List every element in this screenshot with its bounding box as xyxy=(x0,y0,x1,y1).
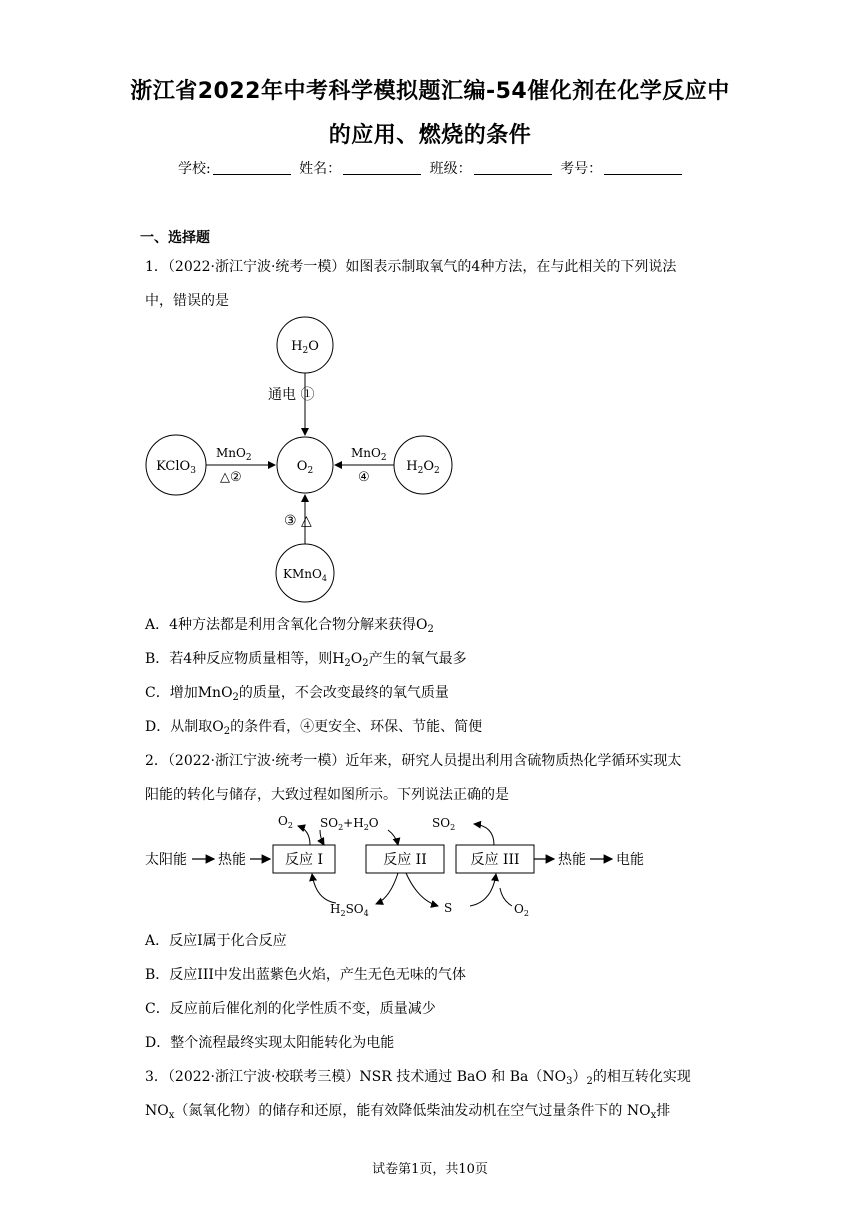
exam-no-label: 考号： xyxy=(560,161,603,177)
student-info-line xyxy=(178,158,686,178)
q2-option-b[interactable]: B．反应III中发出蓝紫色火焰，产生无色无味的气体 xyxy=(145,967,466,983)
q1-option-a[interactable]: A．4种方法都是利用含氧化合物分解来获得$O_2$ xyxy=(145,617,434,635)
label-so2-h2o: $SO_2+H_2O$ xyxy=(320,816,379,832)
class-label: 班级： xyxy=(429,161,472,177)
arrow-s-to-r3 xyxy=(470,874,496,906)
label-s: S xyxy=(444,901,453,915)
node-h2o xyxy=(277,317,333,373)
label-reaction-2: 反应 II xyxy=(383,852,427,868)
page-footer: 试卷第1页，共10页 xyxy=(372,1162,488,1177)
arrow-so2-h2o-to-r1 xyxy=(320,830,324,845)
svg-text:KClO3: KClO$_3$ xyxy=(156,459,196,476)
svg-text:H2O2: $H_2O_2$ xyxy=(406,459,440,476)
arrow-h2so4-to-r1 xyxy=(312,874,336,903)
label-o2-out: $O_2$ xyxy=(278,814,293,830)
school-blank[interactable] xyxy=(213,161,291,175)
label-condition-1: 通电 ① xyxy=(268,387,315,403)
label-h2so4: $H_2SO_4$ xyxy=(330,902,369,918)
exam-no-blank[interactable] xyxy=(604,161,682,175)
name-label: 姓名： xyxy=(299,161,342,177)
arrow-so2-out xyxy=(474,824,494,845)
svg-text:O2: $O_2$ xyxy=(296,459,314,476)
label-mno2-left: MnO$_2$ xyxy=(216,446,252,463)
q1-option-c[interactable]: C．增加MnO$_2$的质量，不会改变最终的氧气质量 xyxy=(145,685,449,703)
label-heat-energy: 热能 xyxy=(218,852,246,868)
school-label: 学校: xyxy=(178,161,211,177)
q2-stem-line1: 2．（2022·浙江宁波·统考一模）近年来，研究人员提出利用含硫物质热化学循环实现太 xyxy=(145,753,682,769)
q1-option-d[interactable]: D．从制取$O_2$的条件看，④更安全、环保、节能、简便 xyxy=(145,719,483,737)
label-heat-energy-2: 热能 xyxy=(558,852,586,868)
arrow-r2-to-s xyxy=(406,873,438,906)
q1-option-b[interactable]: B．若4种反应物质量相等，则$H_2O_2$产生的氧气最多 xyxy=(145,651,467,669)
arrow-o2-out xyxy=(298,826,310,845)
label-o2-in: $O_2$ xyxy=(514,902,529,918)
label-reaction-1: 反应 I xyxy=(285,852,323,868)
page-title-line1: 浙江省2022年中考科学模拟题汇编-54催化剂在化学反应中 xyxy=(130,79,730,104)
q2-option-c[interactable]: C．反应前后催化剂的化学性质不变，质量减少 xyxy=(145,1001,436,1017)
label-mno2-right: MnO$_2$ xyxy=(351,446,387,463)
node-kclo3 xyxy=(146,435,206,495)
q2-option-d[interactable]: D．整个流程最终实现太阳能转化为电能 xyxy=(145,1035,395,1051)
node-h2o2 xyxy=(394,436,452,494)
arrow-to-r2 xyxy=(388,830,398,845)
arrow-o2-to-r3 xyxy=(500,888,512,906)
page-title-line2: 的应用、燃烧的条件 xyxy=(328,123,532,148)
class-blank[interactable] xyxy=(474,161,552,175)
node-kmno4 xyxy=(276,544,334,602)
label-condition-2: △② xyxy=(220,470,242,485)
q1-oxygen-diagram xyxy=(140,315,460,605)
svg-text:H2O: $H_2O$ xyxy=(291,339,319,356)
arrow-r2-to-h2so4 xyxy=(376,873,398,904)
q3-stem-line2: $NO_x$（氮氧化物）的储存和还原，能有效降低柴油发动机在空气过量条件下的 $NO_x$排 xyxy=(145,1103,671,1121)
name-blank[interactable] xyxy=(343,161,421,175)
node-o2 xyxy=(277,437,333,493)
label-electric-energy: 电能 xyxy=(616,852,644,868)
label-condition-3: ③ △ xyxy=(284,513,312,529)
label-so2: $SO_2$ xyxy=(432,816,456,832)
q3-stem-line1: 3．（2022·浙江宁波·校联考三模）NSR 技术通过 BaO 和 $Ba(NO_3)_2$的相互转化实现 xyxy=(145,1069,691,1087)
q2-sulfur-cycle-diagram xyxy=(140,808,700,923)
q1-stem-line1: 1．（2022·浙江宁波·统考一模）如图表示制取氧气的4种方法，在与此相关的下列说法 xyxy=(145,259,677,275)
label-reaction-3: 反应 III xyxy=(470,852,520,868)
label-condition-4: ④ xyxy=(358,470,370,485)
q2-stem-line2: 阳能的转化与储存，大致过程如图所示。下列说法正确的是 xyxy=(145,787,509,803)
svg-text:KMnO4: KMnO$_4$ xyxy=(283,567,327,583)
label-solar-energy: 太阳能 xyxy=(145,852,187,868)
q1-stem-line2: 中，错误的是 xyxy=(145,293,229,309)
section-heading: 一、选择题 xyxy=(140,230,210,246)
q2-option-a[interactable]: A．反应I属于化合反应 xyxy=(145,933,287,949)
